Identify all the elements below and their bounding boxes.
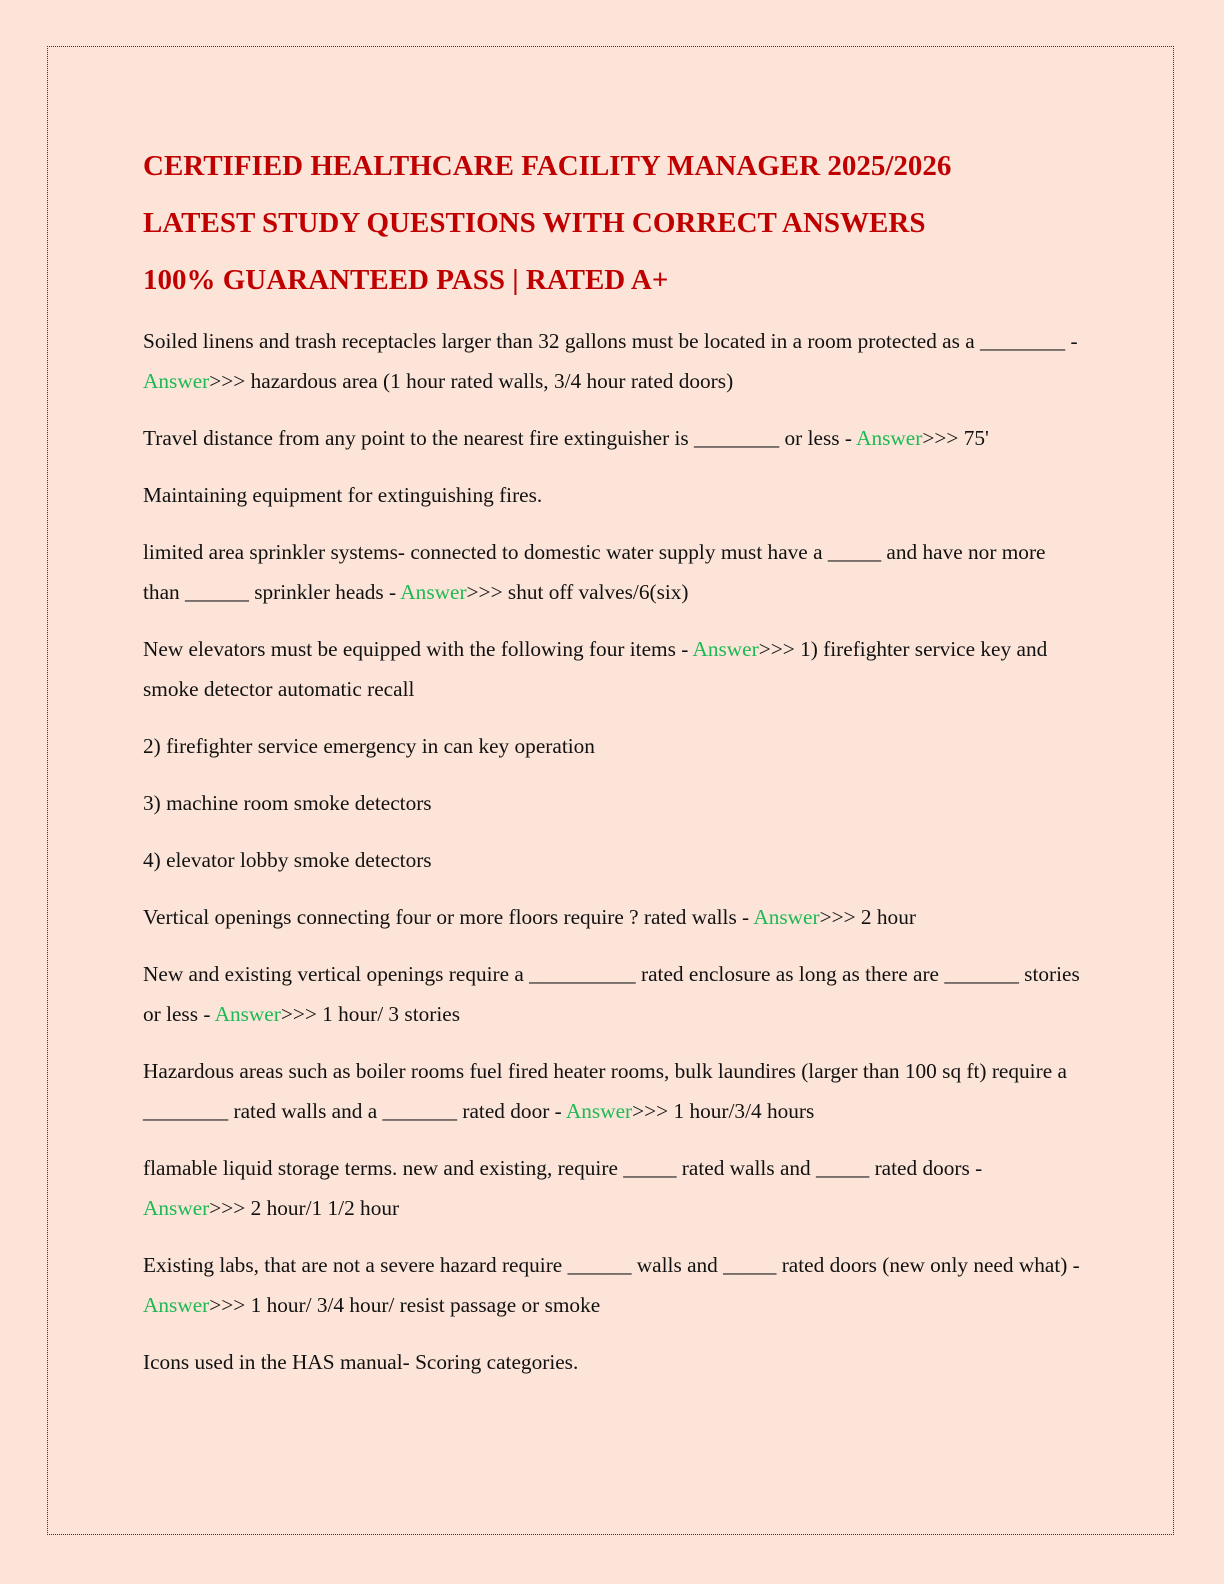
answer-text: >>> 75' <box>922 426 989 450</box>
document-title <box>143 138 1083 309</box>
answer-label: Answer <box>565 1099 633 1123</box>
question-text: Hazardous areas such as boiler rooms fuel fired heater rooms, bulk laundires (larger than 100 sq ft) require a ________ rated walls and a _______ rated door - <box>143 1059 1067 1123</box>
answer-text: >>> 1 hour/3/4 hours <box>632 1099 815 1123</box>
list-item: Icons used in the HAS manual- Scoring categories. <box>143 1350 579 1374</box>
question-item <box>143 954 1083 1034</box>
answer-text: >>> 2 hour <box>819 905 916 929</box>
question-item <box>143 897 1083 937</box>
question-item <box>143 1245 1083 1325</box>
question-text: Existing labs, that are not a severe hazard require ______ walls and _____ rated doors (new only need what) - <box>143 1253 1080 1277</box>
title-line: CERTIFIED HEALTHCARE FACILITY MANAGER 2025/2026 <box>143 150 952 182</box>
answer-text: >>> 1 hour/ 3 stories <box>280 1002 461 1026</box>
list-item: 2) firefighter service emergency in can key operation <box>143 734 595 758</box>
answer-text: >>> 1 hour/ 3/4 hour/ resist passage or smoke <box>209 1293 601 1317</box>
question-text: Vertical openings connecting four or more floors require ? rated walls - <box>143 905 754 929</box>
question-item <box>143 532 1083 612</box>
question-text: Soiled linens and trash receptacles larger than 32 gallons must be located in a room protected as a ________ - <box>143 329 1078 353</box>
question-item <box>143 321 1083 401</box>
answer-label: Answer <box>143 1196 210 1220</box>
document-content <box>143 138 1083 1399</box>
question-list <box>143 321 1083 1382</box>
question-text: New and existing vertical openings require a __________ rated enclosure as long as there are _______ stories or less - <box>143 962 1080 1026</box>
answer-label: Answer <box>856 426 923 450</box>
question-item <box>143 1051 1083 1131</box>
answer-label: Answer <box>214 1002 281 1026</box>
answer-label: Answer <box>400 580 467 604</box>
answer-text: >>> shut off valves/6(six) <box>466 580 689 604</box>
question-item <box>143 1148 1083 1228</box>
question-text: flamable liquid storage terms. new and existing, require _____ rated walls and _____ rated doors - <box>143 1156 983 1180</box>
answer-text: >>> 1) firefighter service key and smoke detector automatic recall <box>143 637 1048 701</box>
list-item: Maintaining equipment for extinguishing fires. <box>143 483 543 507</box>
question-text: New elevators must be equipped with the following four items - <box>143 637 693 661</box>
question-text: limited area sprinkler systems- connected to domestic water supply must have a _____ and have nor more than ______ sprinkler heads - <box>143 540 1046 604</box>
list-item: 3) machine room smoke detectors <box>143 791 432 815</box>
title-line: LATEST STUDY QUESTIONS WITH CORRECT ANSWERS <box>143 207 926 239</box>
answer-label: Answer <box>692 637 759 661</box>
title-line: 100% GUARANTEED PASS | RATED A+ <box>143 264 669 296</box>
answer-text: >>> 2 hour/1 1/2 hour <box>209 1196 400 1220</box>
list-item: 4) elevator lobby smoke detectors <box>143 848 432 872</box>
answer-label: Answer <box>753 905 820 929</box>
question-text: Travel distance from any point to the nearest fire extinguisher is ________ or less - <box>143 426 857 450</box>
question-item <box>143 629 1083 709</box>
answer-label: Answer <box>143 369 210 393</box>
answer-text: >>> hazardous area (1 hour rated walls, 3/4 hour rated doors) <box>209 369 734 393</box>
answer-label: Answer <box>143 1293 210 1317</box>
question-item <box>143 418 1083 458</box>
